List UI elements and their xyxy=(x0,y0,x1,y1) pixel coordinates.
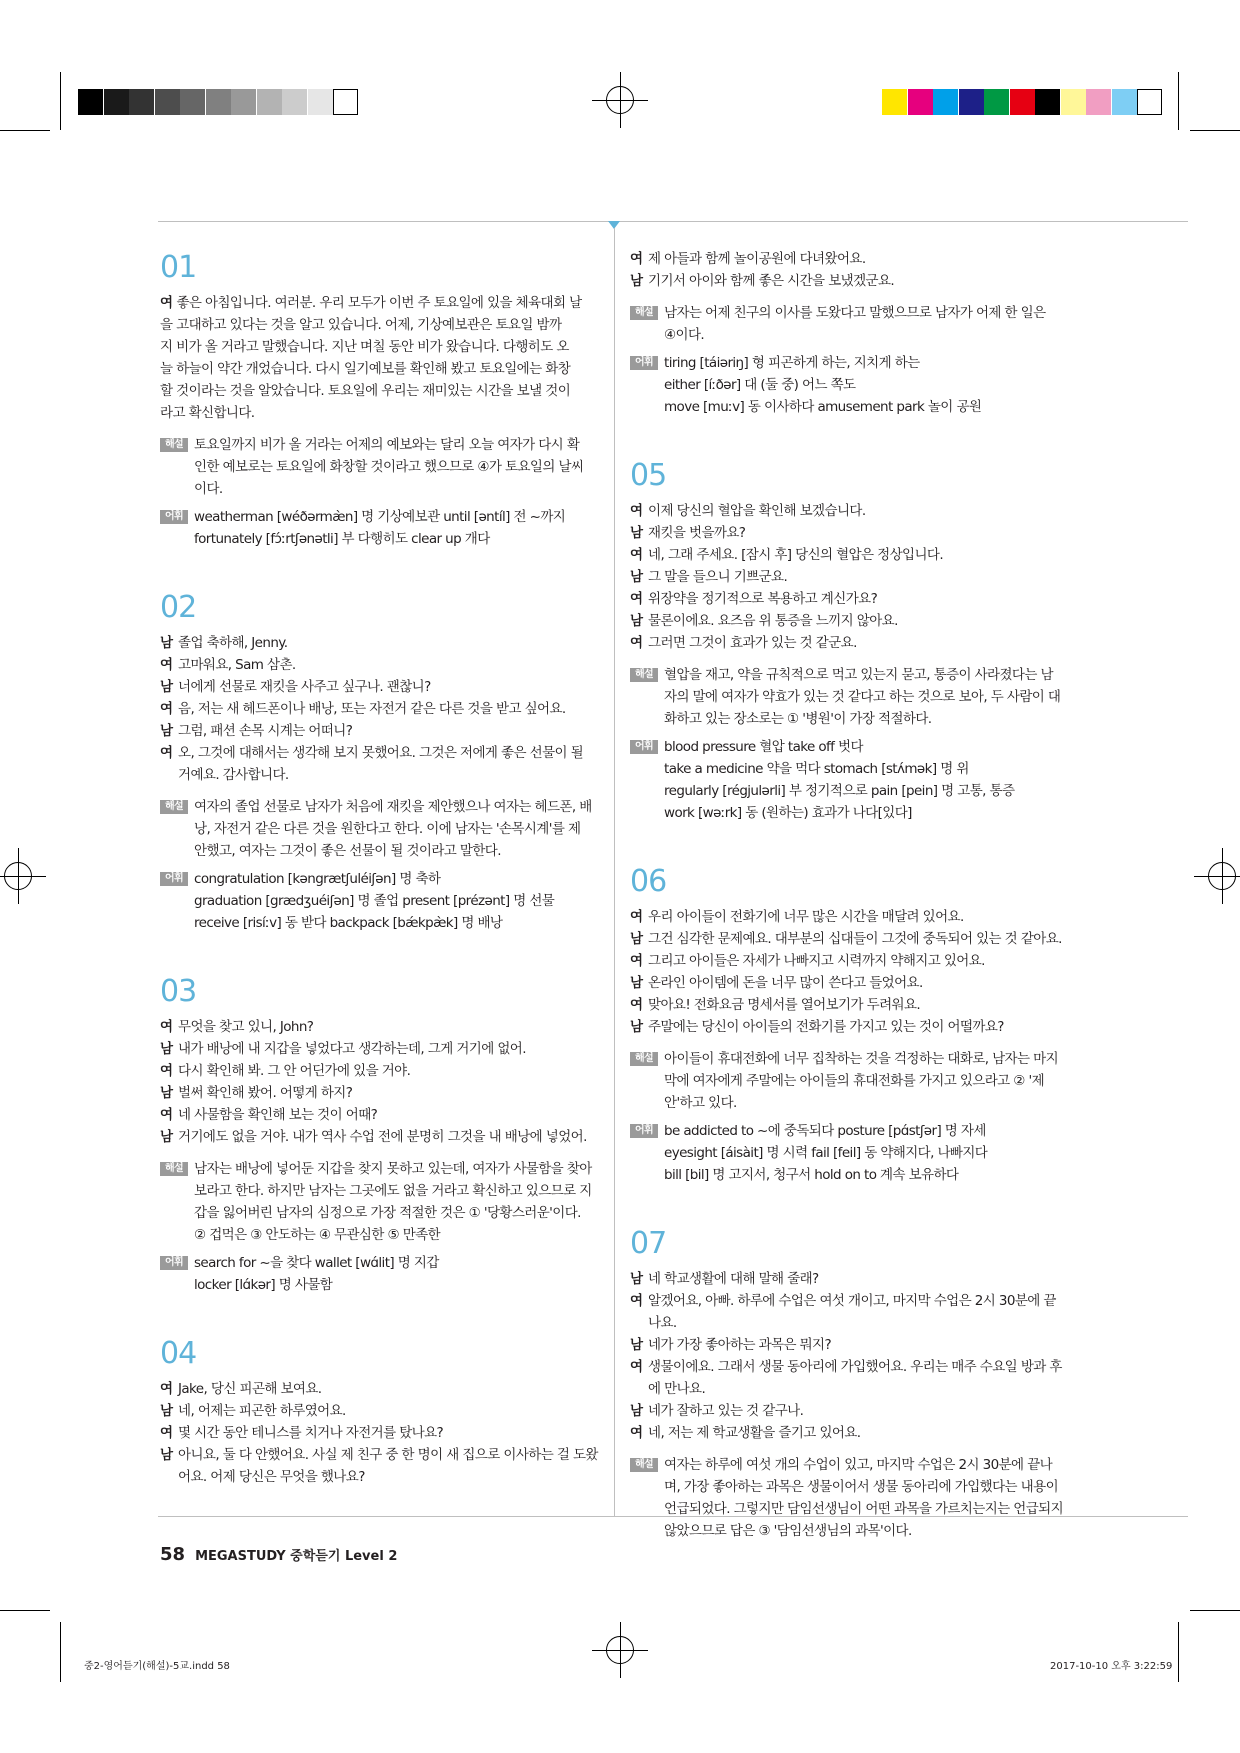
dialog-line xyxy=(630,950,1070,972)
vocabulary-badge: 어휘 xyxy=(160,1256,188,1270)
dialog-line xyxy=(160,720,600,742)
dialog-text: 재킷을 벗을까요? xyxy=(648,525,746,541)
dialog xyxy=(630,1268,1070,1444)
dialog-text: 음, 저는 새 헤드폰이나 배낭, 또는 자전거 같은 다른 것을 받고 싶어요. xyxy=(178,701,566,717)
explanation xyxy=(630,1454,1070,1542)
dialog-line xyxy=(630,632,1070,654)
color-swatch xyxy=(882,89,907,115)
speaker-label: 여 xyxy=(630,997,643,1013)
grayscale-swatch xyxy=(180,89,205,115)
speaker-label: 여 xyxy=(630,1293,643,1309)
dialog-line xyxy=(630,522,1070,544)
color-swatch xyxy=(908,89,933,115)
dialog-text: 네, 그래 주세요. [잠시 후] 당신의 혈압은 정상입니다. xyxy=(648,547,944,563)
explanation-badge: 해설 xyxy=(630,668,658,682)
page-number: 58 xyxy=(160,1544,186,1565)
explanation-badge: 해설 xyxy=(630,306,658,320)
monologue-line: 라고 확신합니다. xyxy=(160,405,255,421)
color-swatch xyxy=(984,89,1009,115)
dialog xyxy=(160,632,600,786)
color-swatch xyxy=(1035,89,1060,115)
explanation xyxy=(160,1158,600,1246)
slug-timestamp: 2017-10-10 오후 3:22:59 xyxy=(1050,1661,1173,1672)
speaker-label: 남 xyxy=(630,1403,643,1419)
dialog-line xyxy=(630,1312,1070,1334)
monologue-line: 을 고대하고 있다는 것을 알고 있습니다. 어제, 기상예보관은 토요일 밤까 xyxy=(160,317,562,333)
speaker-label: 남 xyxy=(630,569,643,585)
speaker-label: 여 xyxy=(630,953,643,969)
crop-mark-bottom-left-v xyxy=(60,1622,61,1682)
grayscale-swatch xyxy=(129,89,154,115)
explanation-badge: 해설 xyxy=(160,438,188,452)
explanation-text: 혈압을 재고, 약을 규칙적으로 먹고 있는지 묻고, 통증이 사라졌다는 남 자의 말에 여자가 약효가 있는 것 같다고 하는 것으로 보아, 두 사람이 대 화하고 있는 장소로는 ① '병원'이 가장 적절하다. xyxy=(664,667,1061,727)
color-swatch xyxy=(1010,89,1035,115)
color-swatch xyxy=(933,89,958,115)
explanation xyxy=(630,664,1070,730)
dialog-text: 위장약을 정기적으로 복용하고 계신가요? xyxy=(648,591,878,607)
grayscale-swatch xyxy=(257,89,282,115)
top-rule xyxy=(158,221,1188,222)
dialog-line xyxy=(160,1378,600,1400)
speaker-label: 남 xyxy=(160,1041,173,1057)
grayscale-swatch xyxy=(155,89,180,115)
color-swatch xyxy=(959,89,984,115)
dialog-line xyxy=(630,1016,1070,1038)
speaker-label: 남 xyxy=(630,273,643,289)
speaker-label xyxy=(630,1312,648,1334)
dialog-text: 내가 배낭에 내 지갑을 넣었다고 생각하는데, 그게 거기에 없어. xyxy=(178,1041,526,1057)
explanation-badge: 해설 xyxy=(630,1052,658,1066)
left-column xyxy=(160,248,600,1488)
crop-mark-top-left-h xyxy=(0,130,50,131)
registration-mark-left xyxy=(0,848,46,904)
dialog-text: 벌써 확인해 봤어. 어떻게 하지? xyxy=(178,1085,353,1101)
dialog-line xyxy=(160,1400,600,1422)
vocabulary-badge: 어휘 xyxy=(160,872,188,886)
dialog-text: 거예요. 감사합니다. xyxy=(178,767,289,783)
dialog-line xyxy=(630,610,1070,632)
explanation-text: 아이들이 휴대전화에 너무 집착하는 것을 걱정하는 대화로, 남자는 마지 막에 여자에게 주말에는 아이들의 휴대전화를 가지고 있으라고 ② '제 안'하고 있다. xyxy=(664,1051,1059,1111)
grayscale-swatch xyxy=(78,89,103,115)
speaker-label: 남 xyxy=(630,975,643,991)
crop-mark-top-right-v xyxy=(1178,72,1179,130)
grayscale-swatch xyxy=(333,89,358,115)
explanation-text: 토요일까지 비가 올 거라는 어제의 예보와는 달리 오늘 여자가 다시 확 인한 예보로는 토요일에 화창할 것이라고 했으므로 ④가 토요일의 날씨 이다. xyxy=(194,437,584,497)
dialog-line xyxy=(630,1356,1070,1378)
dialog-text: 기기서 아이와 함께 좋은 시간을 보냈겠군요. xyxy=(648,273,895,289)
vocabulary-list: blood pressure 혈압 take off 벗다 take a medicine 약을 먹다 stomach [stʌ́mək] 명 위 regularly [régjulərli] 부 정기적으로 pain [pein] 명 고통, 통증 work [wəːrk] 동 (원하는) 효과가 나다[있다] xyxy=(664,739,1015,821)
dialog-text: 그러면 그것이 효과가 있는 것 같군요. xyxy=(648,635,857,651)
dialog-text: 주말에는 당신이 아이들의 전화기를 가지고 있는 것이 어떨까요? xyxy=(648,1019,1004,1035)
question-number: 06 xyxy=(630,864,667,899)
dialog-text: 그건 심각한 문제예요. 대부분의 십대들이 그것에 중독되어 있는 것 같아요. xyxy=(648,931,1062,947)
grayscale-swatch xyxy=(231,89,256,115)
speaker-label: 여 xyxy=(160,657,173,673)
speaker-label: 남 xyxy=(160,723,173,739)
color-swatch xyxy=(1112,89,1137,115)
dialog-line xyxy=(160,1060,600,1082)
dialog-line xyxy=(630,500,1070,522)
speaker-label: 남 xyxy=(160,679,173,695)
speaker-label: 여 xyxy=(160,745,173,761)
dialog-text: 거기에도 없을 거야. 내가 역사 수업 전에 분명히 그것을 내 배낭에 넣었어. xyxy=(178,1129,587,1145)
vocabulary-list: tiring [táiəriŋ] 형 피곤하게 하는, 지치게 하는 either [íːðər] 대 (둘 중) 어느 쪽도 move [muːv] 동 이사하다 amusement park 놀이 공원 xyxy=(664,355,982,415)
vocabulary-badge: 어휘 xyxy=(630,356,658,370)
question-05 xyxy=(630,456,1070,824)
dialog-text: 생물이에요. 그래서 생물 동아리에 가입했어요. 우리는 매주 수요일 방과 후 xyxy=(648,1359,1062,1375)
dialog-line xyxy=(630,1268,1070,1290)
speaker-label: 남 xyxy=(630,1337,643,1353)
speaker-label: 남 xyxy=(630,613,643,629)
speaker-label: 여 xyxy=(630,503,643,519)
dialog-line xyxy=(160,1466,600,1488)
dialog-text: 물론이에요. 요즈음 위 통증을 느끼지 않아요. xyxy=(648,613,898,629)
speaker-label: 여 xyxy=(160,1107,173,1123)
dialog-text: 네가 잘하고 있는 것 같구나. xyxy=(648,1403,804,1419)
vocabulary-list: search for ~을 찾다 wallet [wɑ́lit] 명 지갑 locker [lɑ́kər] 명 사물함 xyxy=(194,1255,439,1293)
dialog xyxy=(630,906,1070,1038)
explanation xyxy=(160,434,600,500)
explanation-badge: 해설 xyxy=(630,1458,658,1472)
explanation xyxy=(160,796,600,862)
explanation-text: 여자의 졸업 선물로 남자가 처음에 재킷을 제안했으나 여자는 헤드폰, 배 낭, 자전거 같은 다른 것을 원한다고 한다. 이에 남자는 '손목시계'를 제 안했고, 여자는 그것이 좋은 선물이 될 것이라고 말한다. xyxy=(194,799,592,859)
book-title: MEGASTUDY 중학듣기 Level 2 xyxy=(195,1549,398,1564)
dialog-line xyxy=(630,972,1070,994)
vocabulary xyxy=(630,352,1070,418)
dialog xyxy=(160,1378,600,1488)
dialog xyxy=(630,500,1070,654)
color-swatch xyxy=(1137,89,1162,115)
crop-mark-top-left-v xyxy=(60,72,61,130)
grayscale-swatch xyxy=(308,89,333,115)
question-number: 07 xyxy=(630,1226,667,1261)
vocabulary-badge: 어휘 xyxy=(630,740,658,754)
vocabulary-list: congratulation [kəngrætʃuléiʃən] 명 축하 graduation [grædʒuéiʃən] 명 졸업 present [prézənt] 명 선물 receive [risíːv] 동 받다 backpack [bǽkpæ̀k] 명 배낭 xyxy=(194,871,555,931)
speaker-label: 남 xyxy=(160,1447,173,1463)
dialog-text: 네, 어제는 피곤한 하루였어요. xyxy=(178,1403,346,1419)
dialog-line xyxy=(160,1016,600,1038)
dialog-line xyxy=(630,248,1070,270)
monologue xyxy=(160,292,600,424)
dialog-line xyxy=(160,632,600,654)
color-swatch xyxy=(1061,89,1086,115)
dialog-text: 나요. xyxy=(648,1315,677,1331)
dialog-line xyxy=(630,270,1070,292)
dialog-text: 네 학교생활에 대해 말해 줄래? xyxy=(648,1271,819,1287)
speaker-label: 여 xyxy=(630,1359,643,1375)
grayscale-swatch xyxy=(282,89,307,115)
dialog-line xyxy=(630,1290,1070,1312)
speaker-label: 여 xyxy=(160,701,173,717)
speaker-label: 여 xyxy=(630,909,643,925)
speaker-label: 여 xyxy=(630,1425,643,1441)
dialog-text: 고마워요, Sam 삼촌. xyxy=(178,657,296,673)
dialog-text: 아니요, 둘 다 안했어요. 사실 제 친구 중 한 명이 새 집으로 이사하는 걸 도왔 xyxy=(178,1447,598,1463)
dialog-text: 어요. 어제 당신은 무엇을 했나요? xyxy=(178,1469,365,1485)
question-number: 05 xyxy=(630,458,667,493)
color-swatch xyxy=(1086,89,1111,115)
dialog-text: 오, 그것에 대해서는 생각해 보지 못했어요. 그것은 저에게 좋은 선물이 될 xyxy=(178,745,584,761)
dialog-text: 맞아요! 전화요금 명세서를 열어보기가 두려워요. xyxy=(648,997,921,1013)
speaker-label: 여 xyxy=(160,295,173,311)
monologue-line: 좋은 아침입니다. 여러분. 우리 모두가 이번 주 토요일에 있을 체육대회 날 xyxy=(176,295,582,311)
speaker-label: 남 xyxy=(630,1271,643,1287)
dialog-line xyxy=(630,1334,1070,1356)
dialog-line xyxy=(160,654,600,676)
dialog-text: 네 사물함을 확인해 보는 것이 어때? xyxy=(178,1107,378,1123)
dialog xyxy=(160,1016,600,1148)
dialog-line xyxy=(630,906,1070,928)
dialog-text: 이제 당신의 혈압을 확인해 보겠습니다. xyxy=(648,503,866,519)
dialog-line xyxy=(160,1082,600,1104)
dialog-text: 무엇을 찾고 있니, John? xyxy=(178,1019,314,1035)
dialog-text: 그리고 아이들은 자세가 나빠지고 시력까지 약해지고 있어요. xyxy=(648,953,985,969)
crop-mark-top-right-h xyxy=(1190,130,1240,131)
grayscale-swatch xyxy=(104,89,129,115)
right-column xyxy=(630,248,1070,1542)
speaker-label: 여 xyxy=(160,1019,173,1035)
grayscale-swatch xyxy=(206,89,231,115)
question-04-continued xyxy=(630,248,1070,418)
crop-mark-bottom-right-v xyxy=(1178,1622,1179,1682)
dialog-text: 너에게 선물로 재킷을 사주고 싶구나. 괜찮니? xyxy=(178,679,431,695)
vocabulary xyxy=(630,736,1070,824)
dialog-line xyxy=(630,928,1070,950)
dialog-line xyxy=(630,566,1070,588)
speaker-label: 남 xyxy=(160,1129,173,1145)
speaker-label xyxy=(630,1378,648,1400)
question-number: 04 xyxy=(160,1336,197,1371)
explanation-text: 여자는 하루에 여섯 개의 수업이 있고, 마지막 수업은 2시 30분에 끝나 며, 가장 좋아하는 과목은 생물이어서 생물 동아리에 가입했다는 내용이 언급되었다. 그렇지만 담임선생님이 어떤 과목을 가르치는지는 언급되지 않았으므로 답은 ③ '담임선생님의 과목'이다. xyxy=(664,1457,1064,1539)
explanation-badge: 해설 xyxy=(160,1162,188,1176)
question-03 xyxy=(160,972,600,1296)
dialog-text: 그 말을 들으니 기쁘군요. xyxy=(648,569,788,585)
slug-file: 중2-영어듣기(해설)-5교.indd 58 xyxy=(84,1661,230,1672)
dialog xyxy=(630,248,1070,292)
explanation xyxy=(630,1048,1070,1114)
dialog-line xyxy=(160,698,600,720)
crop-mark-bottom-left-h xyxy=(0,1610,50,1611)
explanation-badge: 해설 xyxy=(160,800,188,814)
registration-mark-right xyxy=(1194,848,1240,904)
speaker-label: 여 xyxy=(160,1381,173,1397)
dialog-line xyxy=(630,1400,1070,1422)
dialog-line xyxy=(630,588,1070,610)
speaker-label: 남 xyxy=(160,635,173,651)
question-number: 03 xyxy=(160,974,197,1009)
speaker-label: 남 xyxy=(630,525,643,541)
speaker-label: 남 xyxy=(630,1019,643,1035)
question-06 xyxy=(630,862,1070,1186)
speaker-label xyxy=(160,1466,178,1488)
monologue-line: 지 비가 올 거라고 말했습니다. 지난 며칠 동안 비가 왔습니다. 다행히도 오 xyxy=(160,339,569,355)
question-02 xyxy=(160,588,600,934)
dialog-line xyxy=(630,1378,1070,1400)
dialog-line xyxy=(630,544,1070,566)
speaker-label: 여 xyxy=(630,547,643,563)
page-footer xyxy=(160,1544,397,1565)
dialog-text: 제 아들과 함께 놀이공원에 다녀왔어요. xyxy=(648,251,866,267)
dialog-text: 우리 아이들이 전화기에 너무 많은 시간을 매달려 있어요. xyxy=(648,909,964,925)
dialog-line xyxy=(630,1422,1070,1444)
dialog-line xyxy=(160,1038,600,1060)
speaker-label: 여 xyxy=(160,1425,173,1441)
dialog-line xyxy=(160,742,600,764)
dialog-line xyxy=(160,1104,600,1126)
dialog-text: 온라인 아이템에 돈을 너무 많이 쓴다고 들었어요. xyxy=(648,975,923,991)
dialog-text: Jake, 당신 피곤해 보여요. xyxy=(178,1381,322,1397)
vocabulary-list: be addicted to ~에 중독되다 posture [pɑ́stʃər] 명 자세 eyesight [áisàit] 명 시력 fail [feil] 동 약해지다, 나빠지다 bill [bil] 명 고지서, 청구서 hold on to 계속 보유하다 xyxy=(664,1123,988,1183)
speaker-label: 남 xyxy=(630,931,643,947)
dialog-text: 네가 가장 좋아하는 과목은 뭐지? xyxy=(648,1337,832,1353)
column-divider xyxy=(614,228,615,1516)
monologue-line: 늘 하늘이 약간 개었습니다. 다시 일기예보를 확인해 봤고 토요일에는 화창 xyxy=(160,361,571,377)
vocabulary-list: weatherman [wéðərmæ̀n] 명 기상예보관 until [əntíl] 전 ~까지 fortunately [fɔ́ːrtʃənətli] 부 다행히도 clear up 개다 xyxy=(194,509,566,547)
monologue-line: 할 것이라는 것을 알았습니다. 토요일에 우리는 재미있는 시간을 보낼 것이 xyxy=(160,383,571,399)
dialog-text: 에 만나요. xyxy=(648,1381,706,1397)
crop-mark-bottom-right-h xyxy=(1190,1610,1240,1611)
dialog-text: 다시 확인해 봐. 그 안 어딘가에 있을 거야. xyxy=(178,1063,411,1079)
question-number: 01 xyxy=(160,250,197,285)
dialog-line xyxy=(160,764,600,786)
question-number: 02 xyxy=(160,590,197,625)
registration-mark-top xyxy=(592,72,648,128)
dialog-text: 네, 저는 제 학교생활을 즐기고 있어요. xyxy=(648,1425,861,1441)
speaker-label: 남 xyxy=(160,1085,173,1101)
dialog-line xyxy=(160,676,600,698)
speaker-label xyxy=(160,764,178,786)
vocabulary-badge: 어휘 xyxy=(630,1124,658,1138)
vocabulary xyxy=(630,1120,1070,1186)
speaker-label: 여 xyxy=(630,635,643,651)
vocabulary-badge: 어휘 xyxy=(160,510,188,524)
dialog-line xyxy=(160,1444,600,1466)
dialog-line xyxy=(160,1126,600,1148)
speaker-label: 남 xyxy=(160,1403,173,1419)
dialog-text: 졸업 축하해, Jenny. xyxy=(178,635,288,651)
explanation-text: 남자는 어제 친구의 이사를 도왔다고 말했으므로 남자가 어제 한 일은 ④이다. xyxy=(664,305,1046,343)
question-04 xyxy=(160,1334,600,1488)
dialog-text: 그럼, 패션 손목 시계는 어떠니? xyxy=(178,723,353,739)
registration-mark-bottom xyxy=(592,1622,648,1678)
explanation-text: 남자는 배낭에 넣어둔 지갑을 찾지 못하고 있는데, 여자가 사물함을 찾아 보라고 한다. 하지만 남자는 그곳에도 없을 거라고 확신하고 있으므로 지 갑을 잃어버린 남자의 심정으로 가장 적절한 것은 ① '당황스러운'이다. ② 겁먹은 ③ 안도하는 ④ 무관심한 ⑤ 만족한 xyxy=(194,1161,592,1243)
question-07 xyxy=(630,1224,1070,1542)
dialog-line xyxy=(630,994,1070,1016)
dialog-text: 몇 시간 동안 테니스를 치거나 자전거를 탔나요? xyxy=(178,1425,444,1441)
speaker-label: 여 xyxy=(630,251,643,267)
question-01 xyxy=(160,248,600,550)
explanation xyxy=(630,302,1070,346)
speaker-label: 여 xyxy=(630,591,643,607)
vocabulary xyxy=(160,868,600,934)
vocabulary xyxy=(160,506,600,550)
dialog-text: 알겠어요, 아빠. 하루에 수업은 여섯 개이고, 마지막 수업은 2시 30분에 끝 xyxy=(648,1293,1056,1309)
speaker-label: 여 xyxy=(160,1063,173,1079)
dialog-line xyxy=(160,1422,600,1444)
vocabulary xyxy=(160,1252,600,1296)
